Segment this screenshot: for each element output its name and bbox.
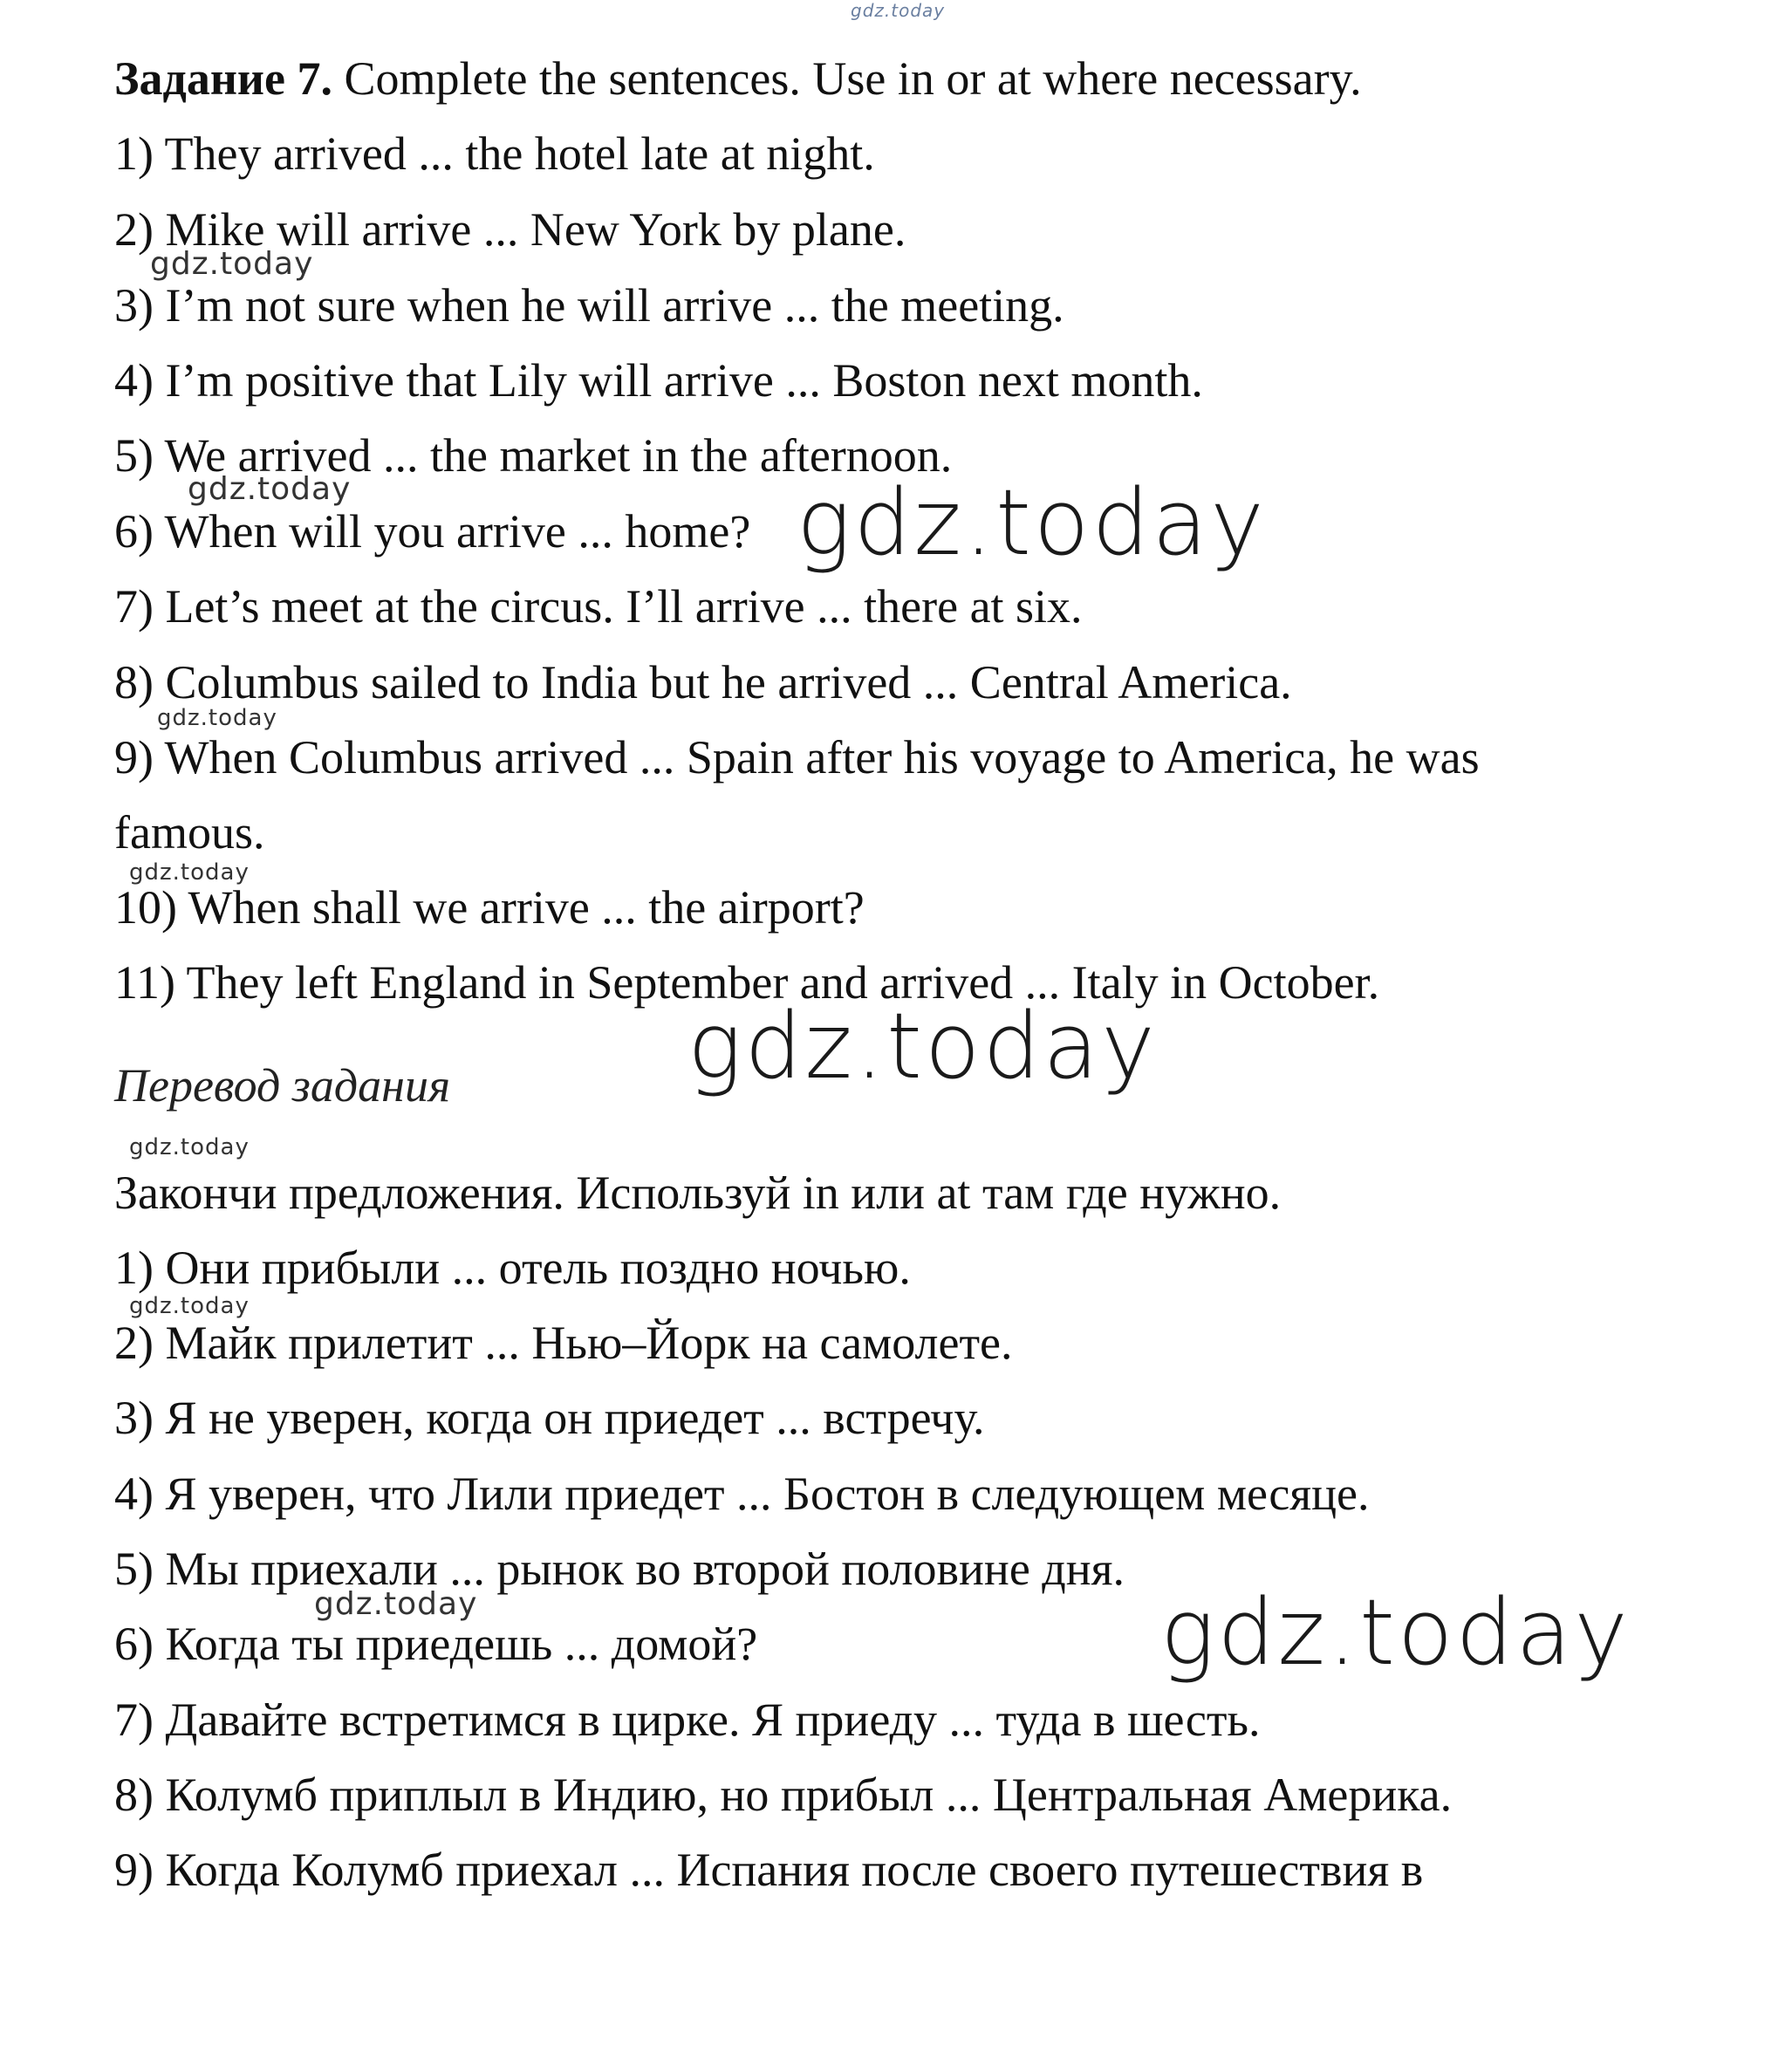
task-sentence-1: 1) They arrived ... the hotel late at night.	[114, 127, 875, 180]
translation-sentence-4: 4) Я уверен, что Лили приедет ... Бостон в следующем месяце.	[114, 1468, 1370, 1520]
task-sentence-9: 9) When Columbus arrived ... Spain after his voyage to America, he was	[114, 731, 1480, 784]
task-sentence-10: 10) When shall we arrive ... the airport?	[114, 881, 865, 934]
watermark-small: gdz.today	[157, 705, 277, 731]
watermark-large: gdz.today	[797, 469, 1267, 576]
task-sentence-4: 4) I’m positive that Lily will arrive ... Boston next month.	[114, 354, 1203, 407]
task-sentence-8: 8) Columbus sailed to India but he arrived ... Central America.	[114, 656, 1292, 708]
task-sentence-3: 3) I’m not sure when he will arrive ... the meeting.	[114, 279, 1064, 332]
watermark-small: gdz.today	[129, 1134, 250, 1160]
task-sentence-7: 7) Let’s meet at the circus. I’ll arrive ... there at six.	[114, 580, 1083, 633]
watermark-small: gdz.today	[188, 471, 352, 507]
task-sentence-11: 11) They left England in September and arrived ... Italy in October.	[114, 956, 1380, 1009]
translation-sentence-6: 6) Когда ты приедешь ... домой?	[114, 1618, 758, 1670]
watermark-small: gdz.today	[129, 859, 250, 886]
translation-sentence-7: 7) Давайте встретимся в цирке. Я приеду ... туда в шесть.	[114, 1694, 1261, 1746]
watermark-small: gdz.today	[129, 1293, 250, 1319]
task-sentence-9-continued: famous.	[114, 806, 265, 859]
translation-sentence-9: 9) Когда Колумб приехал ... Испания после своего путешествия в	[114, 1844, 1424, 1896]
watermark-small: gdz.today	[314, 1586, 478, 1622]
task-sentence-5: 5) We arrived ... the market in the afternoon.	[114, 429, 953, 482]
translation-sentence-8: 8) Колумб приплыл в Индию, но прибыл ... Центральная Америка.	[114, 1769, 1453, 1821]
task-heading	[114, 51, 1362, 106]
task-instruction: Complete the sentences. Use in or at where necessary.	[332, 52, 1362, 105]
watermark-small: gdz.today	[150, 246, 314, 282]
task-sentence-2: 2) Mike will arrive ... New York by plane.	[114, 203, 906, 256]
translation-sentence-3: 3) Я не уверен, когда он приедет ... встречу.	[114, 1392, 985, 1444]
watermark-top: gdz.today	[851, 0, 946, 21]
translation-sentence-5: 5) Мы приехали ... рынок во второй половине дня.	[114, 1543, 1125, 1595]
watermark-large: gdz.today	[1160, 1579, 1631, 1686]
translation-sentence-1: 1) Они прибыли ... отель поздно ночью.	[114, 1242, 911, 1294]
watermark-large: gdz.today	[687, 993, 1158, 1099]
task-number: Задание 7.	[114, 52, 333, 105]
translation-sentence-2: 2) Майк прилетит ... Нью–Йорк на самолете.	[114, 1317, 1013, 1369]
task-sentence-6: 6) When will you arrive ... home?	[114, 505, 751, 558]
translation-instruction: Закончи предложения. Используй in или at там где нужно.	[114, 1167, 1282, 1219]
translation-heading: Перевод задания	[114, 1059, 451, 1112]
